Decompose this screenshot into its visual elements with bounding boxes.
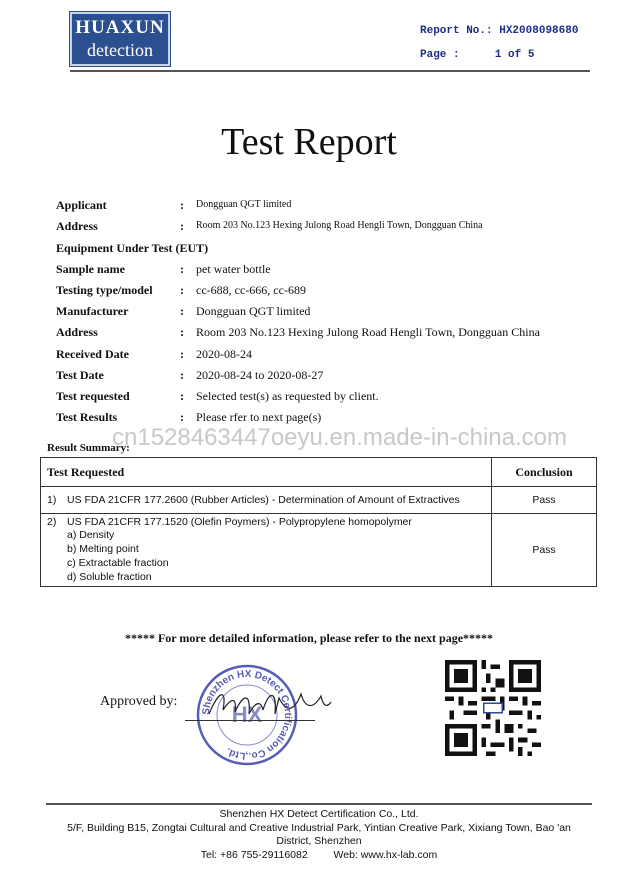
- header-conclusion: Conclusion: [492, 458, 597, 487]
- field-label: Sample name: [56, 262, 125, 276]
- field-value: 2020-08-24: [196, 347, 252, 361]
- field-value: Room 203 No.123 Hexing Julong Road Hengli Town, Dongguan China: [196, 325, 540, 339]
- field-label: Address: [56, 325, 98, 339]
- field-value: 2020-08-24 to 2020-08-27: [196, 368, 324, 382]
- table-header-row: [41, 458, 597, 487]
- field-label: Address: [56, 219, 98, 233]
- logo-text-top: HUAXUN: [75, 17, 165, 38]
- field-value: cc-688, cc-666, cc-689: [196, 283, 306, 297]
- signature-line: [185, 720, 315, 721]
- table-row: [41, 487, 597, 514]
- test-cell: [41, 487, 492, 514]
- field-value: Room 203 No.123 Hexing Julong Road Hengli Town, Dongguan China: [196, 220, 483, 231]
- row-number: 1): [47, 494, 57, 506]
- field-colon: :: [180, 389, 184, 403]
- header-test-requested: Test Requested: [41, 458, 492, 487]
- result-summary-title: Result Summary:: [47, 442, 130, 454]
- field-colon: :: [180, 198, 184, 212]
- footer-company: Shenzhen HX Detect Certification Co., Ltd.: [219, 808, 419, 820]
- field-value: Dongguan QGT limited: [196, 304, 311, 318]
- approved-by-label: Approved by:: [100, 694, 178, 709]
- field-colon: :: [180, 304, 184, 318]
- sub-item: c) Extractable fraction: [67, 557, 169, 569]
- sub-item: d) Soluble fraction: [67, 571, 152, 583]
- report-number-value: HX2008098680: [499, 25, 579, 37]
- svg-text:HX: HX: [231, 702, 263, 727]
- field-label: Applicant: [56, 198, 107, 212]
- svg-text:Shenzhen HX Detect Certificati: Shenzhen HX Detect Certification Co.,Ltd.: [200, 668, 294, 762]
- qr-code-icon: [445, 660, 541, 756]
- field-colon: :: [180, 219, 184, 233]
- test-cell: [41, 514, 492, 587]
- page-value: 1 of 5: [494, 49, 535, 61]
- field-label: Test Date: [56, 368, 104, 382]
- report-number: [420, 25, 578, 37]
- field-colon: :: [180, 325, 184, 339]
- page-number: [420, 49, 534, 61]
- field-value: Dongguan QGT limited: [196, 199, 292, 210]
- field-label: Test Results: [56, 410, 118, 424]
- table-row: [41, 514, 597, 587]
- report-number-label: Report No.:: [420, 25, 493, 37]
- watermark: cn1528463447oeyu.en.made-in-china.com: [112, 424, 567, 451]
- footer-address-line2: District, Shenzhen: [276, 835, 362, 847]
- field-colon: :: [180, 283, 184, 297]
- footer-divider: [46, 803, 592, 805]
- footer-web: Web: www.hx-lab.com: [333, 849, 438, 861]
- page-label: Page :: [420, 49, 460, 61]
- field-label: Equipment Under Test (EUT): [56, 241, 209, 255]
- result-summary-table: [40, 457, 597, 587]
- sub-item: b) Melting point: [67, 543, 139, 555]
- footer-address-line1: 5/F, Building B15, Zongtai Cultural and Creative Industrial Park, Yintian Creative Park, Xixiang Town, Bao 'an: [67, 822, 571, 834]
- sub-item: a) Density: [67, 529, 115, 541]
- header-divider: [70, 70, 590, 72]
- test-name: US FDA 21CFR 177.1520 (Olefin Poymers) - Polypropylene homopolymer: [67, 516, 412, 528]
- field-value: pet water bottle: [196, 262, 271, 276]
- field-value: Selected test(s) as requested by client.: [196, 389, 379, 403]
- test-name: US FDA 21CFR 177.2600 (Rubber Articles) - Determination of Amount of Extractives: [67, 494, 460, 506]
- field-label: Test requested: [56, 389, 130, 403]
- company-logo: [70, 12, 170, 66]
- field-label: Received Date: [56, 347, 129, 361]
- conclusion-cell: Pass: [492, 487, 597, 514]
- field-colon: :: [180, 262, 184, 276]
- field-colon: :: [180, 347, 184, 361]
- footer-contact: [40, 849, 598, 862]
- page-title: Test Report: [221, 121, 397, 163]
- footer-tel: Tel: +86 755-29116082: [200, 849, 308, 861]
- row-number: 2): [47, 516, 57, 528]
- signature: [205, 684, 335, 724]
- field-colon: :: [180, 368, 184, 382]
- field-value: Please rfer to next page(s): [196, 410, 322, 424]
- field-label: Manufacturer: [56, 304, 129, 318]
- field-colon: :: [180, 410, 184, 424]
- logo-text-bottom: detection: [87, 40, 153, 60]
- field-label: Testing type/model: [56, 283, 153, 297]
- more-info-note: ***** For more detailed information, please refer to the next page*****: [124, 631, 494, 645]
- conclusion-cell: Pass: [492, 514, 597, 587]
